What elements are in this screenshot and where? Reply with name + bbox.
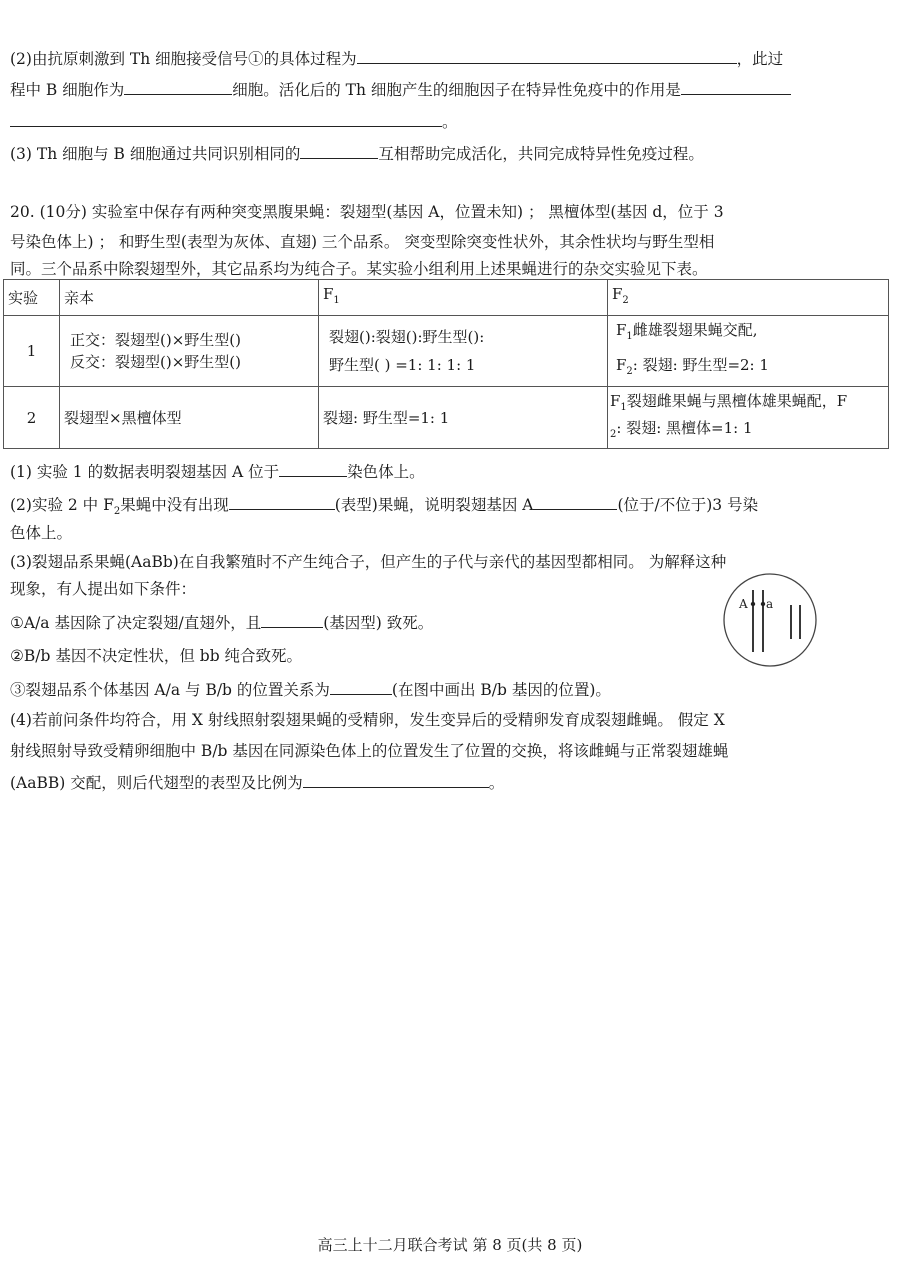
- q20-condition1: ①A/a 基因除了决定裂翅/直翅外，且 (基因型) 致死。: [10, 611, 433, 634]
- q20-sub2-line1: (2)实验 2 中 $F_2$果蝇中没有出现 (表型)果蝇，说明裂翅基因 A (位于/不位于)3 号染: [10, 493, 758, 523]
- chromosome-diagram[interactable]: [722, 572, 818, 668]
- answer-blank[interactable]: [357, 47, 737, 64]
- q20-intro-line2: 号染色体上) ； 和野生型(表型为灰体、直翅) 三个品系。 突变型除突变性状外，其余性状均与野生型相: [10, 233, 715, 251]
- table-header-cell: $F_2$: [608, 280, 889, 316]
- q20-sub3-line2: 现象，有人提出如下条件：: [10, 580, 197, 598]
- q19-part2-line1: [10, 47, 783, 70]
- page-footer: 高三上十二月联合考试 第 8 页(共 8 页): [317, 1236, 583, 1254]
- f1-cell: 裂翅: 野生型=1: 1: [319, 387, 608, 449]
- q20-sub4-line3: (AaBB) 交配，则后代翅型的表型及比例为 。: [10, 771, 504, 794]
- answer-blank[interactable]: [261, 611, 323, 628]
- answer-blank[interactable]: [533, 493, 617, 510]
- q19-part2-text-d: 细胞。活化后的 Th 细胞产生的细胞因子在特异性免疫中的作用是: [232, 81, 681, 99]
- table-row: [4, 387, 889, 449]
- gene-label-a: a: [766, 597, 774, 611]
- q20-sub2-line2: 色体上。: [10, 524, 73, 542]
- answer-blank[interactable]: [681, 78, 791, 95]
- q20-sub4-line1: (4)若前问条件均符合，用 X 射线照射裂翅果蝇的受精卵，发生变异后的受精卵发育成裂翅雌蝇。 假定 X: [10, 711, 725, 729]
- q20-intro-line3: 同。三个品系中除裂翅型外，其它品系均为纯合子。某实验小组利用上述果蝇进行的杂交实验见下表。: [10, 260, 708, 278]
- answer-blank[interactable]: [303, 771, 489, 788]
- q20-sub3-line1: (3)裂翅品系果蝇(AaBb)在自我繁殖时不产生纯合子，但产生的子代与亲代的基因型都相同。 为解释这种: [10, 553, 727, 571]
- f2-cell: $F_1$裂翅雌果蝇与黑檀体雄果蝇配，F $_2$: 裂翅: 黑檀体=1: 1: [608, 387, 889, 449]
- experiment-number: 2: [4, 387, 60, 449]
- answer-blank[interactable]: [10, 110, 442, 127]
- answer-blank[interactable]: [229, 493, 335, 510]
- q19-part2-text-b: ，此过: [736, 50, 784, 68]
- answer-blank[interactable]: [124, 78, 232, 95]
- q19-part2-text-a: (2)由抗原刺激到 Th 细胞接受信号①的具体过程为: [10, 50, 357, 68]
- experiment-table: [3, 279, 889, 449]
- table-header-cell: $F_1$: [319, 280, 608, 316]
- q20-sub4-line2: 射线照射导致受精卵细胞中 B/b 基因在同源染色体上的位置发生了位置的交换，将该雌蝇与正常裂翅雄蝇: [10, 742, 729, 760]
- f2-cell: $F_1$雌雄裂翅果蝇交配, $F_2$: 裂翅: 野生型=2: 1: [608, 316, 889, 387]
- f1-cell: 裂翅():裂翅():野生型(): 野生型( ) =1: 1: 1: 1: [319, 316, 608, 387]
- parents-cell: 正交：裂翅型()×野生型() 反交：裂翅型()×野生型(): [60, 316, 319, 387]
- answer-blank[interactable]: [330, 678, 392, 695]
- q20-condition3: ③裂翅品系个体基因 A/a 与 B/b 的位置关系为 (在图中画出 B/b 基因的位置)。: [10, 678, 611, 701]
- q19-part2-text-e: 。: [442, 113, 458, 131]
- table-row: [4, 316, 889, 387]
- answer-blank[interactable]: [279, 460, 347, 477]
- q19-part2-text-c: 程中 B 细胞作为: [10, 81, 125, 99]
- answer-blank[interactable]: [300, 142, 378, 159]
- q20-condition2: ②B/b 基因不决定性状，但 bb 纯合致死。: [10, 647, 303, 665]
- table-header-cell: 实验: [4, 280, 60, 316]
- q20-intro-line1: 20. (10分) 实验室中保存有两种突变黑腹果蝇：裂翅型(基因 A，位置未知) ； 黑檀体型(基因 d，位于 3: [10, 203, 724, 221]
- cell-outline: [724, 574, 816, 666]
- q19-part3-text-a: (3) Th 细胞与 B 细胞通过共同识别相同的: [10, 145, 301, 163]
- q19-part3-line: [10, 142, 704, 165]
- gene-locus-dot: [751, 602, 755, 606]
- q19-part2-line2: [10, 78, 791, 101]
- gene-label-A: A: [739, 597, 748, 611]
- experiment-number: 1: [4, 316, 60, 387]
- table-header-cell: 亲本: [60, 280, 319, 316]
- parents-cell: 裂翅型×黑檀体型: [60, 387, 319, 449]
- q19-part3-text-b: 互相帮助完成活化，共同完成特异性免疫过程。: [378, 145, 704, 163]
- q19-part2-line3: [10, 110, 458, 133]
- q20-sub1: (1) 实验 1 的数据表明裂翅基因 A 位于 染色体上。: [10, 460, 425, 483]
- gene-locus-dot: [761, 602, 765, 606]
- table-header-row: [4, 280, 889, 316]
